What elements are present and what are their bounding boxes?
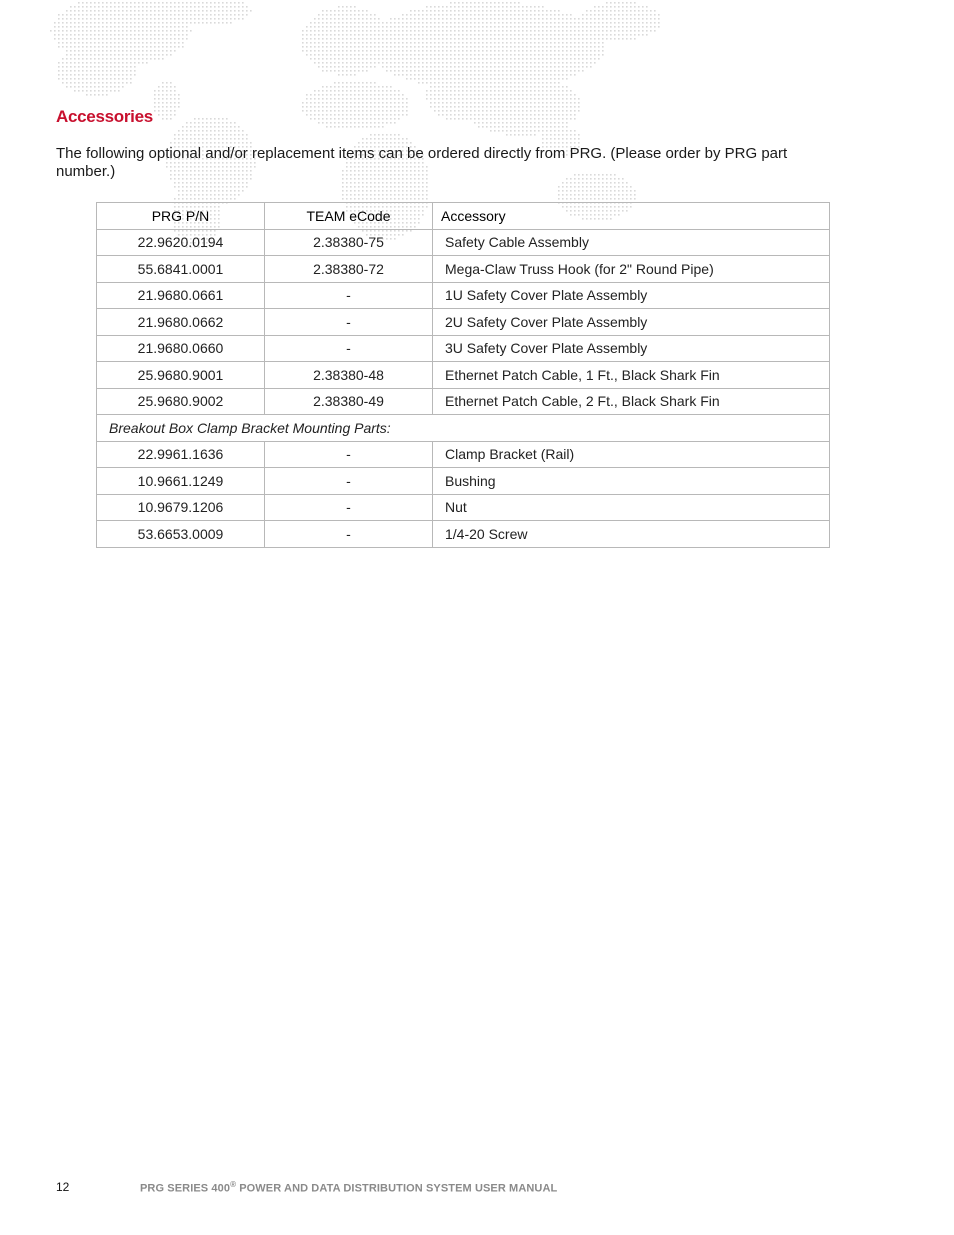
cell-prg-pn: 25.9680.9002	[97, 388, 265, 415]
cell-accessory: Mega-Claw Truss Hook (for 2" Round Pipe)	[433, 256, 830, 283]
cell-accessory: Clamp Bracket (Rail)	[433, 441, 830, 468]
table-row	[97, 494, 830, 521]
cell-accessory: Ethernet Patch Cable, 1 Ft., Black Shark Fin	[433, 362, 830, 389]
section-title: Accessories	[56, 107, 153, 126]
page-footer	[56, 1178, 856, 1194]
cell-accessory: 1/4-20 Screw	[433, 521, 830, 548]
table-subheading: Breakout Box Clamp Bracket Mounting Parts:	[97, 415, 830, 442]
table-row	[97, 521, 830, 548]
cell-team-ecode: -	[265, 335, 433, 362]
table-subheading-row	[97, 415, 830, 442]
accessories-table	[96, 202, 830, 548]
cell-prg-pn: 22.9961.1636	[97, 441, 265, 468]
cell-team-ecode: 2.38380-75	[265, 229, 433, 256]
cell-team-ecode: -	[265, 494, 433, 521]
cell-prg-pn: 25.9680.9001	[97, 362, 265, 389]
cell-accessory: Nut	[433, 494, 830, 521]
cell-accessory: 2U Safety Cover Plate Assembly	[433, 309, 830, 336]
cell-prg-pn: 22.9620.0194	[97, 229, 265, 256]
table-row	[97, 441, 830, 468]
table-row	[97, 468, 830, 495]
cell-team-ecode: -	[265, 309, 433, 336]
cell-team-ecode: 2.38380-49	[265, 388, 433, 415]
cell-prg-pn: 21.9680.0661	[97, 282, 265, 309]
header-accessory: Accessory	[433, 203, 830, 230]
table-row	[97, 282, 830, 309]
cell-accessory: Ethernet Patch Cable, 2 Ft., Black Shark Fin	[433, 388, 830, 415]
manual-title	[140, 1180, 557, 1195]
cell-prg-pn: 21.9680.0662	[97, 309, 265, 336]
table-row	[97, 229, 830, 256]
cell-prg-pn: 21.9680.0660	[97, 335, 265, 362]
cell-prg-pn: 53.6653.0009	[97, 521, 265, 548]
intro-paragraph: The following optional and/or replacement items can be ordered directly from PRG. (Please order by PRG part number.)	[56, 145, 788, 180]
table-row	[97, 388, 830, 415]
registered-mark: ®	[230, 1180, 237, 1189]
header-team-ecode: TEAM eCode	[265, 203, 433, 230]
table-row	[97, 256, 830, 283]
cell-team-ecode: -	[265, 521, 433, 548]
cell-team-ecode: -	[265, 441, 433, 468]
table-header-row	[97, 203, 830, 230]
table-row	[97, 362, 830, 389]
page-number: 12	[56, 1180, 70, 1194]
cell-prg-pn: 10.9661.1249	[97, 468, 265, 495]
cell-prg-pn: 10.9679.1206	[97, 494, 265, 521]
manual-title-suffix: POWER AND DATA DISTRIBUTION SYSTEM USER MANUAL	[236, 1182, 558, 1195]
manual-title-prefix: PRG SERIES 400	[140, 1182, 231, 1195]
table-row	[97, 335, 830, 362]
table-row	[97, 309, 830, 336]
cell-team-ecode: 2.38380-72	[265, 256, 433, 283]
cell-team-ecode: -	[265, 468, 433, 495]
cell-accessory: Safety Cable Assembly	[433, 229, 830, 256]
header-prg-pn: PRG P/N	[97, 203, 265, 230]
cell-accessory: 3U Safety Cover Plate Assembly	[433, 335, 830, 362]
cell-accessory: Bushing	[433, 468, 830, 495]
cell-accessory: 1U Safety Cover Plate Assembly	[433, 282, 830, 309]
cell-prg-pn: 55.6841.0001	[97, 256, 265, 283]
cell-team-ecode: 2.38380-48	[265, 362, 433, 389]
cell-team-ecode: -	[265, 282, 433, 309]
